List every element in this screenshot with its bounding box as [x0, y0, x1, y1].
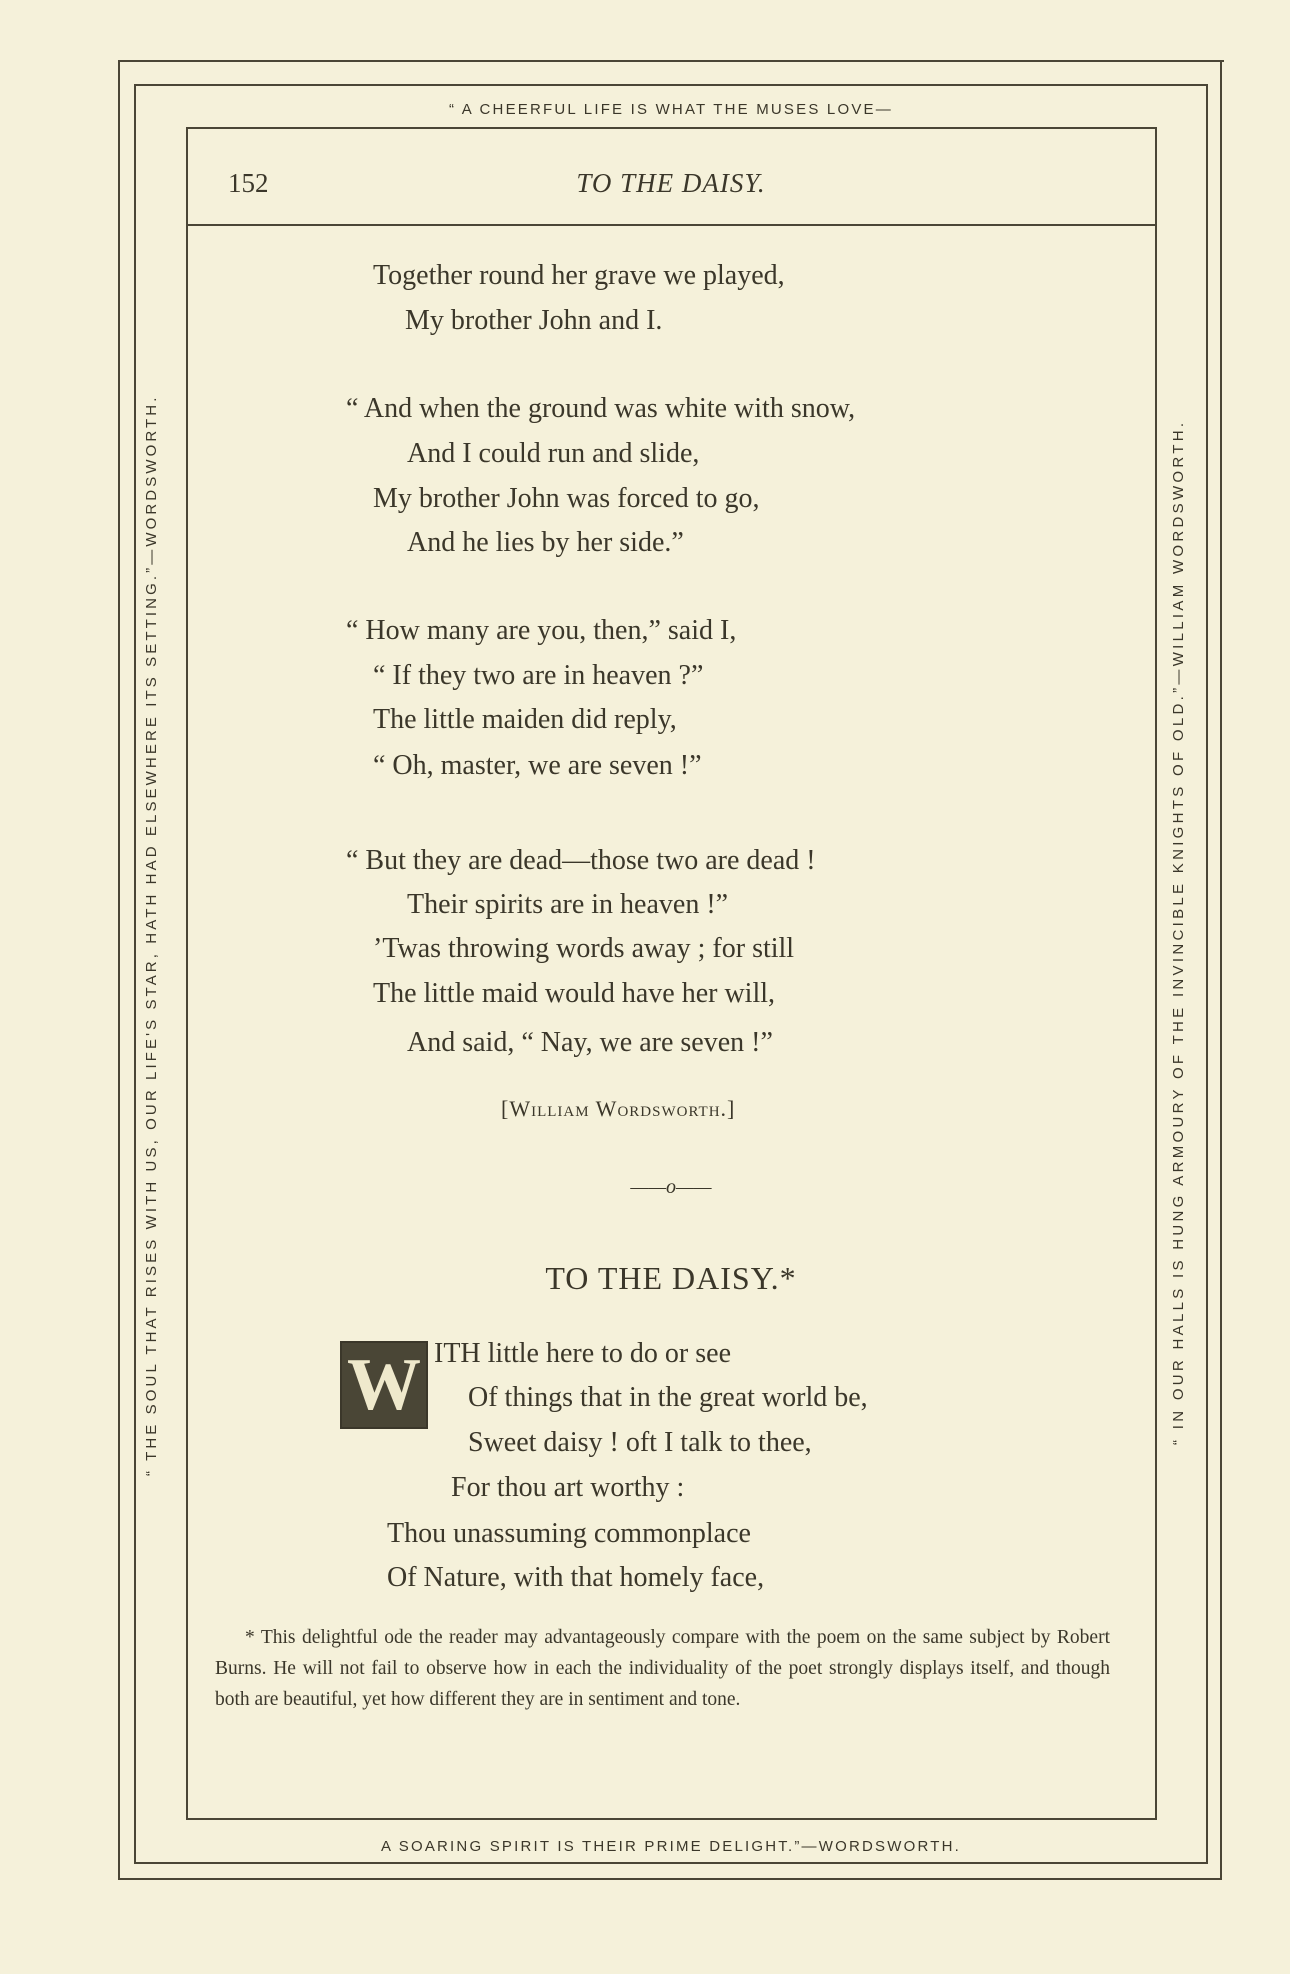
page-number: 152 [228, 168, 269, 198]
content-box-left [186, 127, 188, 1820]
poem-line: Sweet daisy ! oft I talk to thee, [468, 1427, 812, 1458]
inner-frame-top [134, 84, 1208, 86]
content-box-top [186, 127, 1156, 129]
left-border-quote: “ THE SOUL THAT RISES WITH US, OUR LIFE'S STAR, HATH HAD ELSEWHERE ITS SETTING.”—WORDSWORTH. [143, 394, 160, 1476]
content-box-right [1155, 127, 1157, 1820]
inner-frame-bottom [134, 1862, 1208, 1864]
drop-cap-letter: W [347, 1344, 421, 1426]
outer-frame-top [118, 60, 1224, 62]
outer-frame-left [118, 60, 120, 1880]
poem-line: And he lies by her side.” [407, 527, 684, 558]
poem-line: “ How many are you, then,” said I, [346, 615, 737, 646]
content-box-bottom [186, 1818, 1156, 1820]
poem-line: Of things that in the great world be, [468, 1382, 868, 1413]
poem-line: ITH little here to do or see [434, 1338, 732, 1369]
outer-frame-right [1220, 60, 1222, 1880]
running-title: TO THE DAISY. [576, 168, 766, 198]
header-divider [186, 224, 1156, 226]
poem-line: “ But they are dead—those two are dead ! [346, 845, 816, 876]
poem-line: “ Oh, master, we are seven !” [373, 750, 702, 781]
outer-frame-bottom [118, 1878, 1222, 1880]
poem-line: The little maiden did reply, [373, 704, 677, 735]
section-separator: ——o—— [630, 1176, 712, 1198]
poem-line: Of Nature, with that homely face, [387, 1562, 765, 1593]
poem-line: My brother John and I. [405, 305, 663, 336]
inner-frame-left [134, 84, 136, 1864]
top-border-quote: “ A CHEERFUL LIFE IS WHAT THE MUSES LOVE— [449, 101, 893, 118]
footnote: * This delightful ode the reader may advantageously compare with the poem on the same subject by Robert Burns. He will not fail to observe how in each the individuality of the poet strongly displays itself, and though both are beautiful, yet how different they are in sentiment and tone. [215, 1627, 1110, 1710]
poem-attribution: [William Wordsworth.] [501, 1096, 736, 1121]
poem-line: ’Twas throwing words away ; for still [373, 933, 795, 964]
bottom-border-quote: A SOARING SPIRIT IS THEIR PRIME DELIGHT.”—WORDSWORTH. [381, 1838, 961, 1855]
drop-cap [340, 1341, 428, 1429]
inner-frame-right [1206, 84, 1208, 1864]
poem-line: Thou unassuming commonplace [387, 1518, 751, 1549]
poem-line: “ If they two are in heaven ?” [373, 660, 704, 691]
poem-line: And said, “ Nay, we are seven !” [407, 1027, 773, 1058]
right-border-quote: “ IN OUR HALLS IS HUNG ARMOURY OF THE INVINCIBLE KNIGHTS OF OLD.”—WILLIAM WORDSWORTH. [1170, 419, 1187, 1446]
poem-title: TO THE DAISY.* [545, 1260, 797, 1296]
poem-line: Their spirits are in heaven !” [407, 889, 729, 920]
poem-line: The little maid would have her will, [373, 978, 776, 1009]
poem-line: “ And when the ground was white with snow, [346, 393, 856, 424]
poem-line: And I could run and slide, [407, 438, 700, 469]
poem-line: My brother John was forced to go, [373, 483, 760, 514]
poem-line: For thou art worthy : [451, 1472, 685, 1503]
poem-line: Together round her grave we played, [373, 260, 785, 291]
